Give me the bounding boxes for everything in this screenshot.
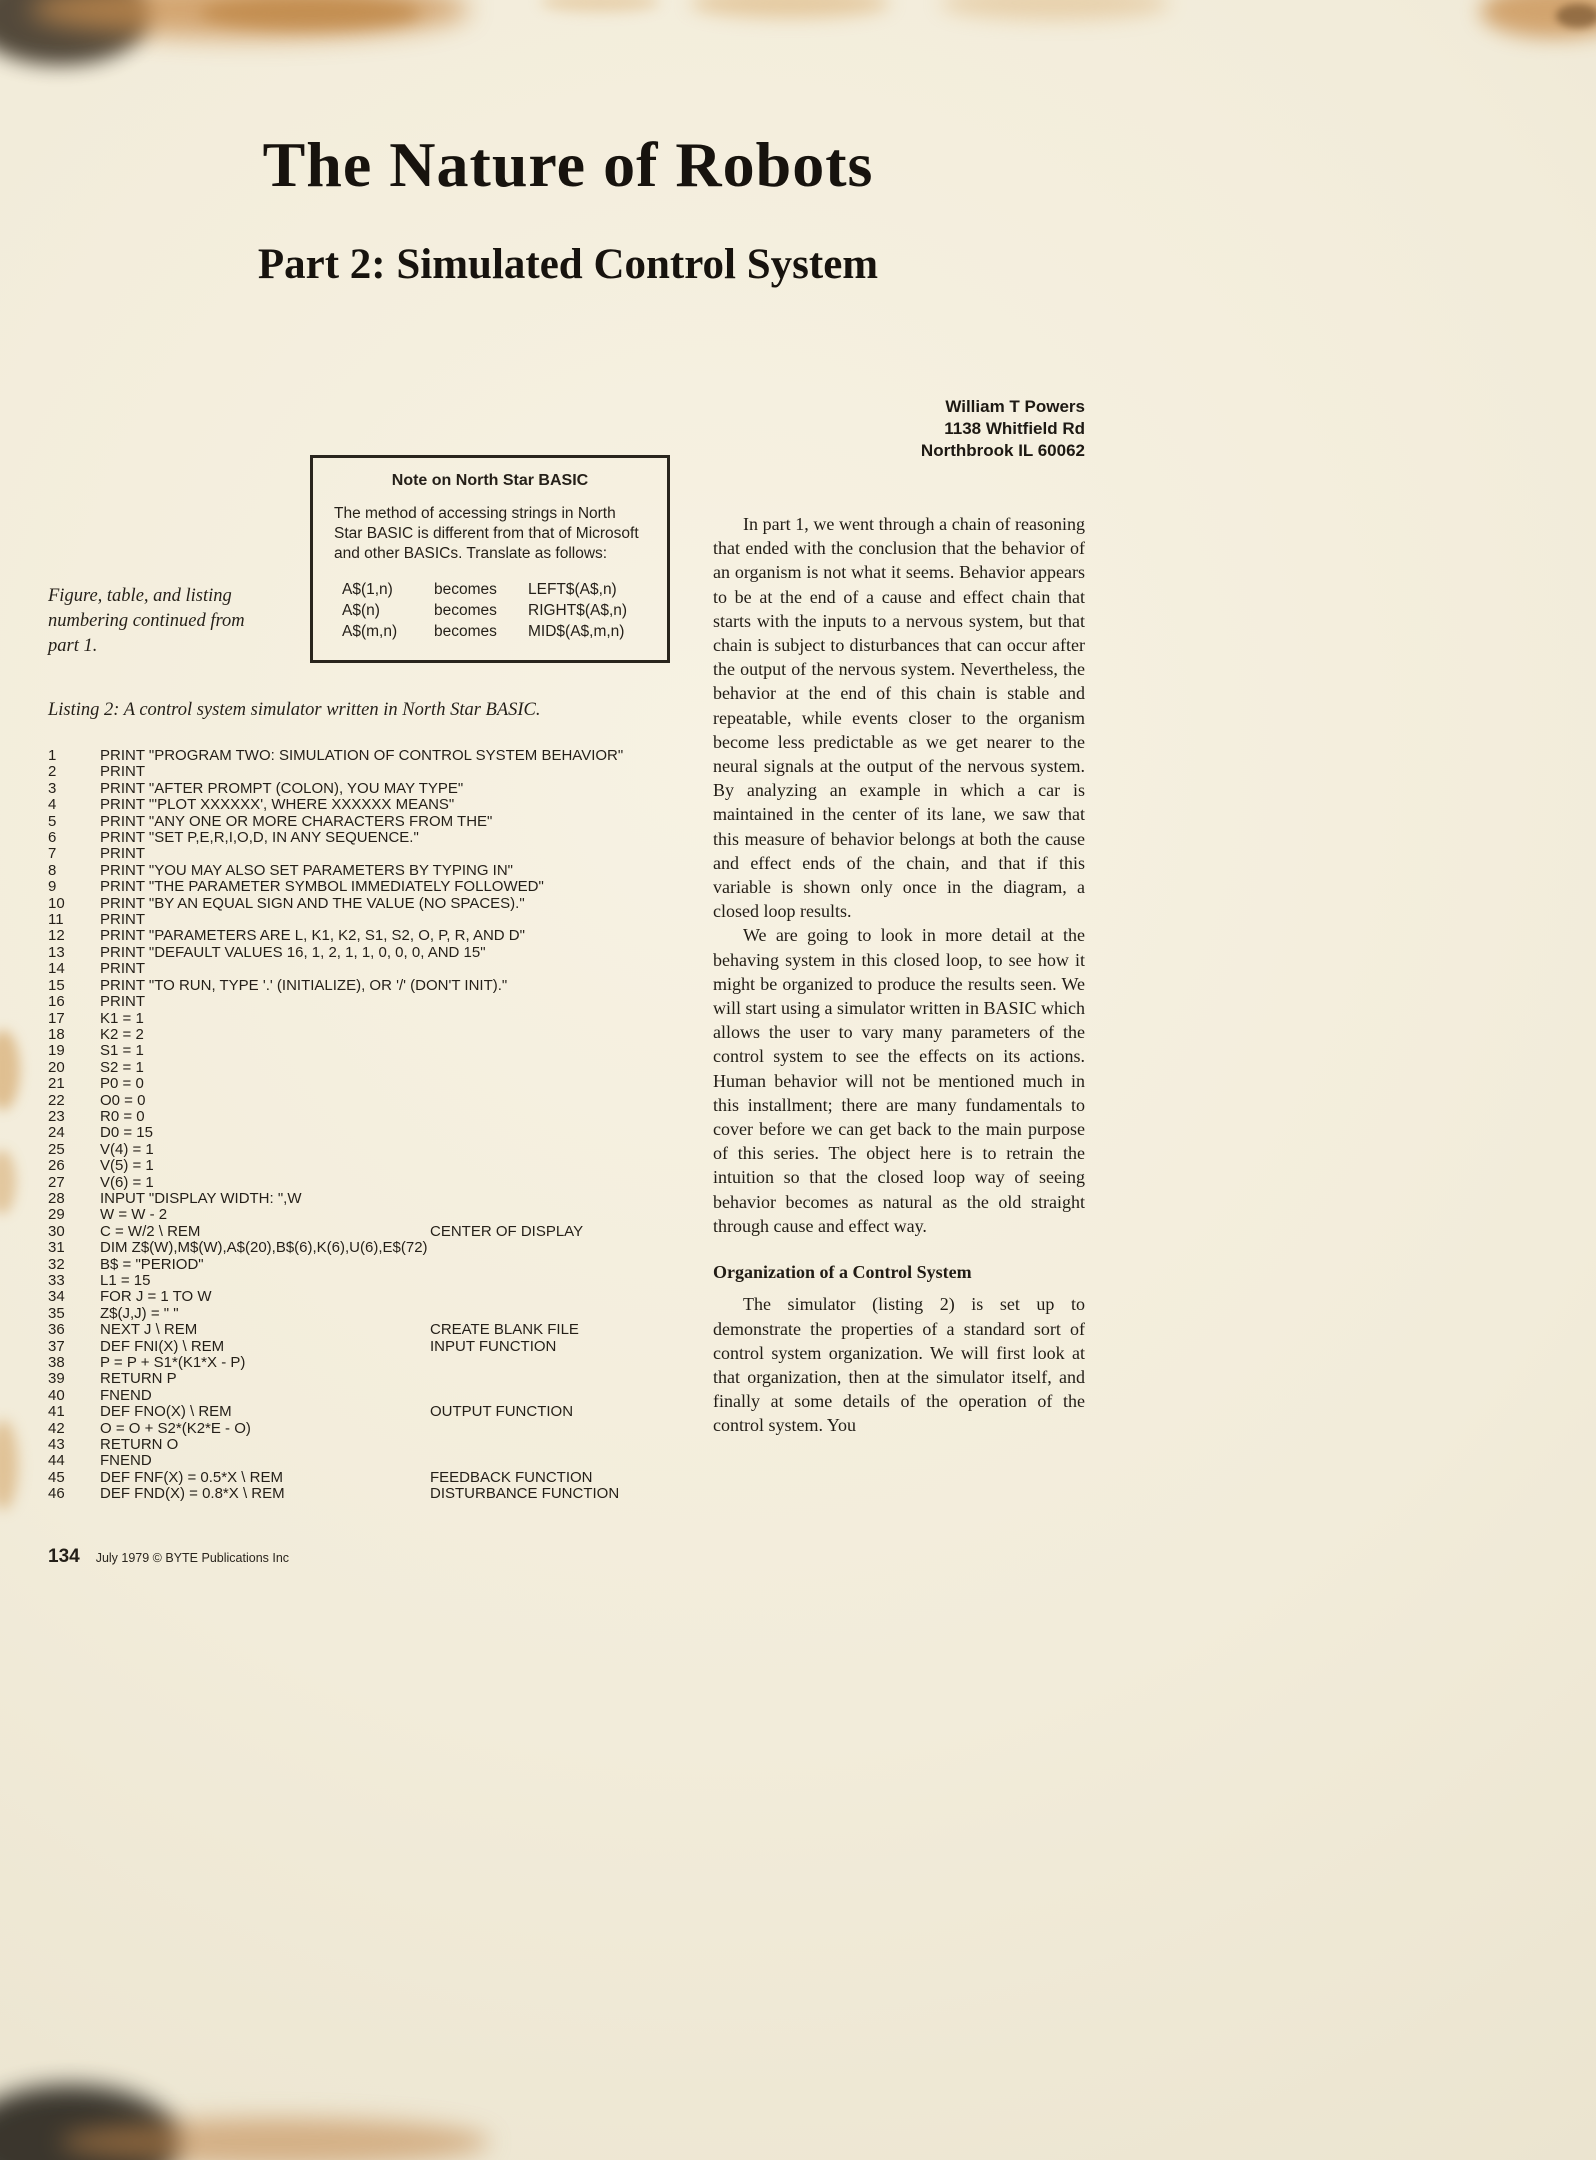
code-text: PRINT <box>100 845 145 863</box>
translation-word: becomes <box>434 602 497 619</box>
line-number: 17 <box>48 1009 65 1027</box>
code-text: DEF FND(X) = 0.8*X \ REM <box>100 1485 285 1503</box>
code-text: K1 = 1 <box>100 1009 144 1027</box>
listing-line <box>48 1027 708 1043</box>
listing-line <box>48 945 708 961</box>
code-text: PRINT "YOU MAY ALSO SET PARAMETERS BY TYPING IN" <box>100 861 513 879</box>
line-number: 46 <box>48 1485 65 1503</box>
code-text: PRINT "'PLOT XXXXXX', WHERE XXXXXX MEANS" <box>100 796 455 814</box>
line-number: 44 <box>48 1452 65 1470</box>
paragraph: The simulator (listing 2) is set up to demonstrate the properties of a standard sort of control system organization. We will first look at that organization, then at the simulator itself, and finally at some details of the operation of the control system. You <box>713 1294 1085 1436</box>
translation-from: A$(n) <box>342 602 380 619</box>
code-comment <box>430 1158 708 1174</box>
code-comment <box>430 1240 708 1256</box>
code-text: S2 = 1 <box>100 1058 144 1076</box>
code-listing <box>48 748 708 1503</box>
page-footer <box>48 1546 289 1568</box>
code-comment <box>430 1437 708 1453</box>
code-text: DEF FNO(X) \ REM <box>100 1403 232 1421</box>
line-number: 36 <box>48 1321 65 1339</box>
line-number: 26 <box>48 1157 65 1175</box>
code-text: D0 = 15 <box>100 1124 153 1142</box>
code-comment <box>430 1109 708 1125</box>
line-number: 6 <box>48 829 57 847</box>
line-number: 35 <box>48 1304 65 1322</box>
line-number: 21 <box>48 1075 65 1093</box>
translation-to: MID$(A$,m,n) <box>528 623 625 640</box>
code-text: PRINT "SET P,E,R,I,O,D, IN ANY SEQUENCE." <box>100 829 419 847</box>
listing-line <box>48 1388 708 1404</box>
code-comment <box>430 896 708 912</box>
code-comment <box>430 945 708 961</box>
code-comment <box>430 928 708 944</box>
code-comment <box>430 1175 708 1191</box>
listing-line <box>48 1076 708 1092</box>
line-number: 5 <box>48 812 57 830</box>
author-line: William T Powers <box>945 397 1085 416</box>
code-text: PRINT <box>100 911 145 929</box>
paragraph: We are going to look in more detail at the behaving system in this closed loop, to see how it might be organized to produce the results seen. We will start using a simulator written in BASIC which allows the user to vary many parameters of the control system to see the effects on its actions. Human behavior will not be mentioned much in this installment; there are many fundamentals to cover before we can get back to the main purpose of this series. The object here is to retrain the intuition so that the closed loop way of seeing behavior becomes as natural as the old straight through cause and effect way. <box>713 925 1085 1236</box>
code-comment <box>430 1273 708 1289</box>
translation-to: LEFT$(A$,n) <box>528 581 617 598</box>
code-text: W = W - 2 <box>100 1206 168 1224</box>
listing-line <box>48 1437 708 1453</box>
listing-line <box>48 764 708 780</box>
code-text: P0 = 0 <box>100 1075 144 1093</box>
listing-line <box>48 846 708 862</box>
code-comment <box>430 1306 708 1322</box>
listing-line <box>48 879 708 895</box>
line-number: 37 <box>48 1337 65 1355</box>
code-text: O = O + S2*(K2*E - O) <box>100 1419 251 1437</box>
code-text: PRINT "BY AN EQUAL SIGN AND THE VALUE (NO SPACES)." <box>100 894 525 912</box>
line-number: 38 <box>48 1354 65 1372</box>
code-comment: CREATE BLANK FILE <box>430 1321 579 1339</box>
code-comment: FEEDBACK FUNCTION <box>430 1468 593 1486</box>
listing-line <box>48 1191 708 1207</box>
translation-word: becomes <box>434 623 497 640</box>
line-number: 4 <box>48 796 57 814</box>
line-number: 10 <box>48 894 65 912</box>
author-block <box>815 396 1085 462</box>
code-comment <box>430 1388 708 1404</box>
line-number: 34 <box>48 1288 65 1306</box>
code-comment <box>430 1060 708 1076</box>
listing-line <box>48 814 708 830</box>
code-comment: INPUT FUNCTION <box>430 1337 557 1355</box>
code-comment <box>430 1371 708 1387</box>
code-comment <box>430 764 708 780</box>
listing-line <box>48 781 708 797</box>
code-text: V(4) = 1 <box>100 1140 154 1158</box>
line-number: 28 <box>48 1189 65 1207</box>
listing-line <box>48 1093 708 1109</box>
listing-line <box>48 1322 708 1338</box>
line-number: 2 <box>48 763 57 781</box>
code-text: S1 = 1 <box>100 1042 144 1060</box>
line-number: 30 <box>48 1222 65 1240</box>
code-text: PRINT "ANY ONE OR MORE CHARACTERS FROM THE" <box>100 812 493 830</box>
code-text: PRINT "TO RUN, TYPE '.' (INITIALIZE), OR '/' (DON'T INIT)." <box>100 976 508 994</box>
code-comment <box>430 814 708 830</box>
listing-line <box>48 1207 708 1223</box>
code-comment <box>430 1453 708 1469</box>
code-comment <box>430 830 708 846</box>
listing-caption: Listing 2: A control system simulator written in North Star BASIC. <box>48 700 541 720</box>
code-comment <box>430 1355 708 1371</box>
code-text: PRINT <box>100 960 145 978</box>
code-text: NEXT J \ REM <box>100 1321 198 1339</box>
line-number: 45 <box>48 1468 65 1486</box>
code-comment <box>430 1011 708 1027</box>
line-number: 41 <box>48 1403 65 1421</box>
translation-to: RIGHT$(A$,n) <box>528 602 628 619</box>
line-number: 9 <box>48 878 57 896</box>
listing-line <box>48 994 708 1010</box>
article-paragraphs-after-heading <box>713 1292 1085 1437</box>
line-number: 39 <box>48 1370 65 1388</box>
article-title: The Nature of Robots <box>262 129 874 200</box>
code-text: O0 = 0 <box>100 1091 146 1109</box>
listing-line <box>48 1289 708 1305</box>
line-number: 23 <box>48 1107 65 1125</box>
note-box-title: Note on North Star BASIC <box>391 472 589 489</box>
author-line: 1138 Whitfield Rd <box>944 419 1085 438</box>
code-text: PRINT "AFTER PROMPT (COLON), YOU MAY TYPE" <box>100 779 464 797</box>
code-comment <box>430 1191 708 1207</box>
listing-line <box>48 1470 708 1486</box>
line-number: 43 <box>48 1436 65 1454</box>
listing-line <box>48 748 708 764</box>
listing-line <box>48 830 708 846</box>
code-text: FOR J = 1 TO W <box>100 1288 212 1306</box>
code-text: INPUT "DISPLAY WIDTH: ",W <box>100 1189 302 1207</box>
code-text: Z$(J,J) = " " <box>100 1304 179 1322</box>
code-comment <box>430 978 708 994</box>
note-box-translation-table <box>342 580 638 642</box>
line-number: 22 <box>48 1091 65 1109</box>
section-heading: Organization of a Control System <box>713 1262 972 1283</box>
line-number: 7 <box>48 845 57 863</box>
code-text: V(5) = 1 <box>100 1157 154 1175</box>
code-comment <box>430 1093 708 1109</box>
translation-word: becomes <box>434 581 497 598</box>
listing-line <box>48 1355 708 1371</box>
listing-line <box>48 1060 708 1076</box>
line-number: 31 <box>48 1239 65 1257</box>
code-comment <box>430 1421 708 1437</box>
margin-note: Figure, table, and listing numbering continued from part 1. <box>48 586 245 656</box>
line-number: 14 <box>48 960 65 978</box>
listing-line <box>48 1257 708 1273</box>
code-text: C = W/2 \ REM <box>100 1222 201 1240</box>
line-number: 33 <box>48 1272 65 1289</box>
line-number: 12 <box>48 927 65 945</box>
listing-line <box>48 863 708 879</box>
line-number: 42 <box>48 1419 65 1437</box>
code-comment <box>430 748 708 764</box>
code-text: L1 = 15 <box>100 1272 151 1289</box>
code-text: PRINT "PARAMETERS ARE L, K1, K2, S1, S2, O, P, R, AND D" <box>100 927 525 945</box>
code-comment <box>430 1257 708 1273</box>
code-text: FNEND <box>100 1386 152 1404</box>
listing-line <box>48 797 708 813</box>
line-number: 8 <box>48 861 57 879</box>
publication-credit: July 1979 © BYTE Publications Inc <box>95 1551 290 1565</box>
line-number: 3 <box>48 779 57 797</box>
page-number: 134 <box>48 1546 80 1567</box>
listing-line <box>48 1142 708 1158</box>
listing-line <box>48 896 708 912</box>
code-comment <box>430 781 708 797</box>
listing-line <box>48 1339 708 1355</box>
listing-line <box>48 1240 708 1256</box>
line-number: 18 <box>48 1025 65 1043</box>
line-number: 1 <box>48 747 57 764</box>
line-number: 24 <box>48 1124 65 1142</box>
listing-line <box>48 928 708 944</box>
code-text: PRINT "DEFAULT VALUES 16, 1, 2, 1, 1, 0, 0, 0, AND 15" <box>100 943 486 961</box>
line-number: 19 <box>48 1042 65 1060</box>
code-text: PRINT <box>100 763 145 781</box>
line-number: 11 <box>48 911 64 929</box>
code-text: RETURN O <box>100 1436 179 1454</box>
listing-line <box>48 1306 708 1322</box>
code-text: P = P + S1*(K1*X - P) <box>100 1354 246 1372</box>
listing-line <box>48 1224 708 1240</box>
code-comment <box>430 1043 708 1059</box>
code-text: B$ = "PERIOD" <box>100 1255 204 1273</box>
code-text: DEF FNF(X) = 0.5*X \ REM <box>100 1468 283 1486</box>
listing-line <box>48 978 708 994</box>
code-text: FNEND <box>100 1452 152 1470</box>
code-comment: OUTPUT FUNCTION <box>430 1403 574 1421</box>
line-number: 15 <box>48 976 65 994</box>
line-number: 13 <box>48 943 65 961</box>
line-number: 27 <box>48 1173 65 1191</box>
code-comment <box>430 1142 708 1158</box>
article-paragraphs <box>713 512 1085 1238</box>
listing-line <box>48 961 708 977</box>
listing-line <box>48 1486 708 1502</box>
line-number: 29 <box>48 1206 65 1224</box>
code-text: R0 = 0 <box>100 1107 145 1125</box>
paragraph: In part 1, we went through a chain of reasoning that ended with the conclusion that the behavior of an organism is not what it seems. Behavior appears to be at the end of a cause and effect chain that starts with the inputs to a nervous system, but that chain is subject to disturbances that can occur after the output of the nervous system. Nevertheless, the behavior at the end of this chain is stable and repeatable, while events closer to the organism become less predictable as we get nearer to the neural signals at the output of the nervous system. By analyzing an example in which a car is maintained in the center of its lane, we saw that this measure of behavior belongs at both the cause and effect ends of the chain, and that if this variable is shown only once in the diagram, a closed loop results. <box>713 514 1085 922</box>
listing-line <box>48 1273 708 1289</box>
article-subtitle: Part 2: Simulated Control System <box>257 241 879 288</box>
line-number: 32 <box>48 1255 65 1273</box>
code-comment: CENTER OF DISPLAY <box>430 1222 584 1240</box>
code-comment <box>430 879 708 895</box>
code-comment <box>430 1125 708 1141</box>
code-text: K2 = 2 <box>100 1025 144 1043</box>
line-number: 16 <box>48 993 65 1011</box>
listing-line <box>48 1011 708 1027</box>
listing-line <box>48 912 708 928</box>
listing-line <box>48 1371 708 1387</box>
code-comment <box>430 797 708 813</box>
code-text: PRINT "PROGRAM TWO: SIMULATION OF CONTROL SYSTEM BEHAVIOR" <box>100 747 624 764</box>
author-line: Northbrook IL 60062 <box>920 441 1085 460</box>
note-box <box>310 455 670 663</box>
listing-line <box>48 1125 708 1141</box>
listing-line <box>48 1421 708 1437</box>
code-text: PRINT <box>100 993 145 1011</box>
code-comment <box>430 994 708 1010</box>
code-text: RETURN P <box>100 1370 177 1388</box>
listing-line <box>48 1404 708 1420</box>
code-comment <box>430 912 708 928</box>
listing-line <box>48 1175 708 1191</box>
listing-line <box>48 1043 708 1059</box>
code-comment <box>430 1207 708 1223</box>
listing-line <box>48 1158 708 1174</box>
code-comment <box>430 846 708 862</box>
line-number: 40 <box>48 1386 65 1404</box>
code-text: DEF FNI(X) \ REM <box>100 1337 225 1355</box>
code-text: V(6) = 1 <box>100 1173 154 1191</box>
code-text: DIM Z$(W),M$(W),A$(20),B$(6),K(6),U(6),E$(72) <box>100 1239 428 1257</box>
code-comment: DISTURBANCE FUNCTION <box>430 1485 620 1503</box>
code-text: PRINT "THE PARAMETER SYMBOL IMMEDIATELY FOLLOWED" <box>100 878 544 896</box>
code-comment <box>430 961 708 977</box>
code-comment <box>430 863 708 879</box>
article-body-column <box>713 512 1085 1438</box>
line-number: 25 <box>48 1140 65 1158</box>
listing-line <box>48 1453 708 1469</box>
note-box-body: The method of accessing strings in North Star BASIC is different from that of Microsoft and other BASICs. Translate as follows: <box>334 505 639 562</box>
translation-from: A$(m,n) <box>342 623 398 640</box>
code-comment <box>430 1289 708 1305</box>
listing-line <box>48 1109 708 1125</box>
code-comment <box>430 1076 708 1092</box>
code-comment <box>430 1027 708 1043</box>
translation-from: A$(1,n) <box>342 581 393 598</box>
line-number: 20 <box>48 1058 65 1076</box>
